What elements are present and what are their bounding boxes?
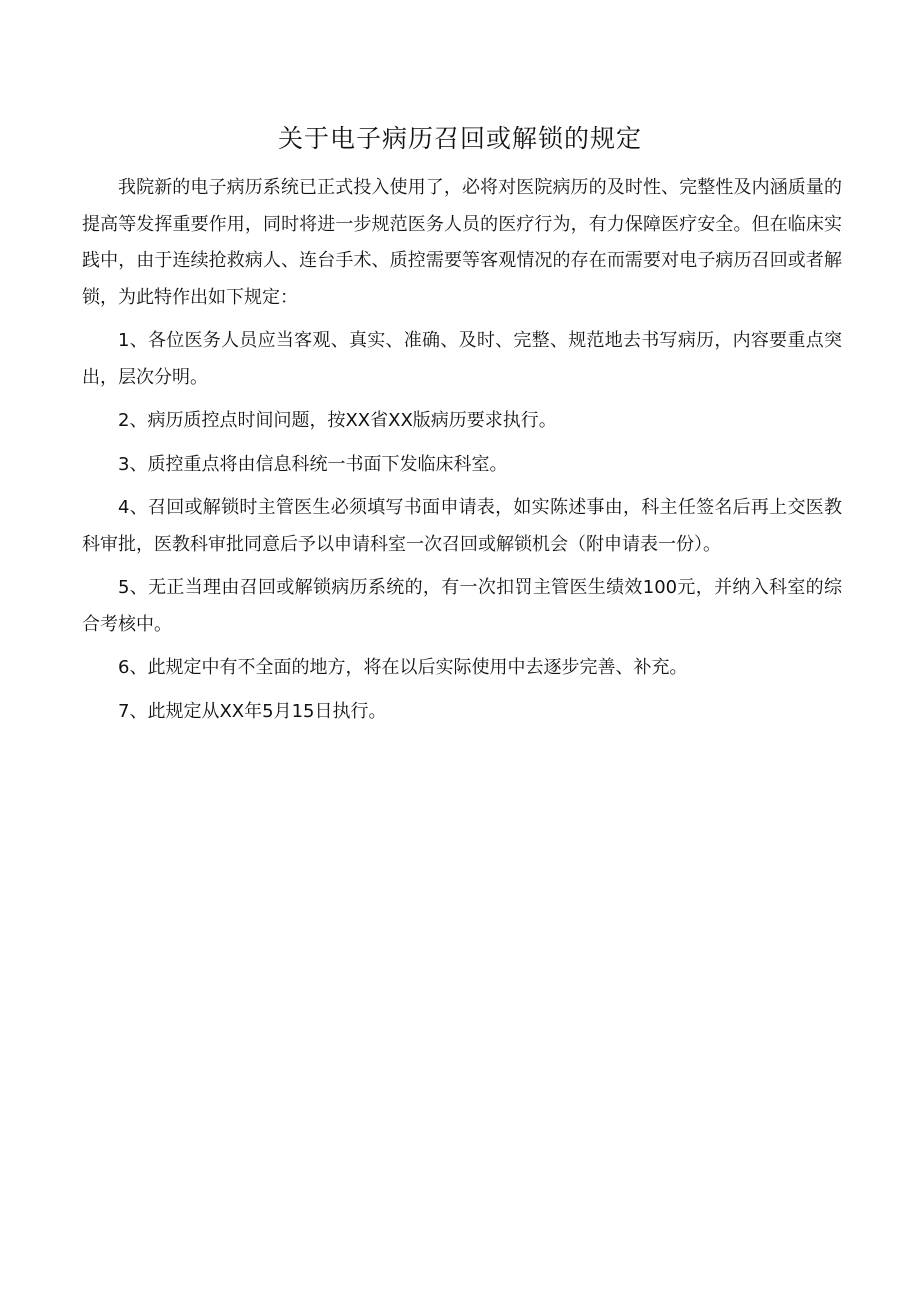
rule-item-2: 2、病历质控点时间问题，按XX省XX版病历要求执行。 <box>118 410 557 431</box>
rule-item-3: 3、质控重点将由信息科统一书面下发临床科室。 <box>118 453 508 475</box>
intro-paragraph: 我院新的电子病历系统已正式投入使用了，必将对医院病历的及时性、完整性及内涵质量的提高等发挥重要作用，同时将进一步规范医务人员的医疗行为，有力保障医疗安全。但在临床实践中，由于连续抢救病人、连台手术、质控需要等客观情况的存在而需要对电子病历召回或者解锁，为此特作出如下规定： <box>82 177 842 308</box>
document-body <box>82 170 842 730</box>
rule-item-5: 5、无正当理由召回或解锁病历系统的，有一次扣罚主管医生绩效100元，并纳入科室的综合考核中。 <box>82 577 842 635</box>
rule-item-4: 4、召回或解锁时主管医生必须填写书面申请表，如实陈述事由，科主任签名后再上交医教科审批，医教科审批同意后予以申请科室一次召回或解锁机会（附申请表一份）。 <box>82 497 842 555</box>
document-title: 关于电子病历召回或解锁的规定 <box>277 124 642 153</box>
rule-item-1: 1、各位医务人员应当客观、真实、准确、及时、完整、规范地去书写病历，内容要重点突出，层次分明。 <box>82 330 842 388</box>
rule-item-6: 6、此规定中有不全面的地方，将在以后实际使用中去逐步完善、补充。 <box>118 657 688 678</box>
rule-item-7: 7、此规定从XX年5月15日执行。 <box>118 700 387 722</box>
